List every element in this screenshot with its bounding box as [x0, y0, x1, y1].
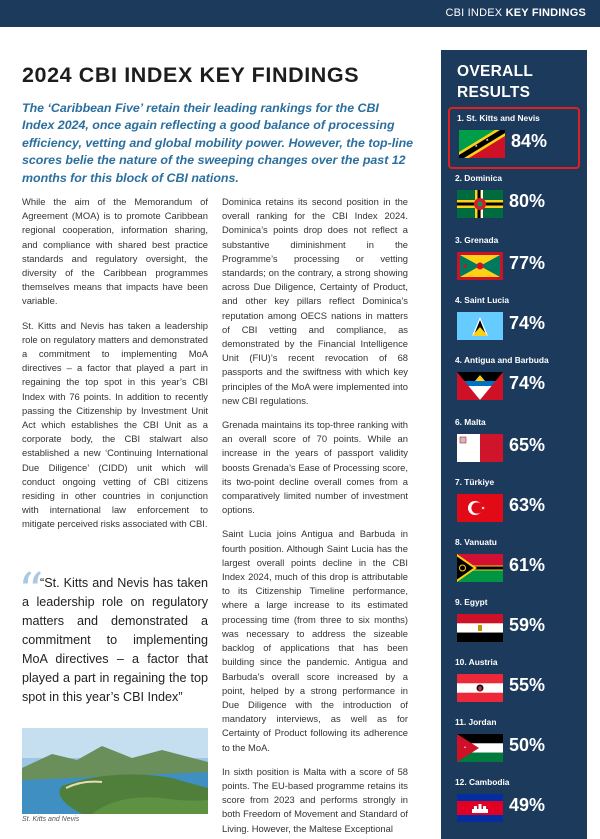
ranking-label: 8. Vanuatu [455, 537, 497, 547]
ranking-score: 77% [509, 253, 546, 273]
ranking-item-vanuatu [448, 533, 580, 595]
page-title: 2024 CBI INDEX KEY FINDINGS [22, 63, 360, 87]
ranking-label: 2. Dominica [455, 173, 503, 183]
ranking-item-egypt [448, 593, 580, 655]
saint-lucia-flag-icon [457, 312, 503, 340]
body-paragraph: While the aim of the Memorandum of Agreement (MOA) is to promote Caribbean regional cooperation, information sharing, and compliance with shared best practice standards and regulatory oversight, the diversity of the Caribbean programmes themselves means that impacts have been variable. [22, 196, 208, 307]
ranking-label: 10. Austria [455, 657, 498, 667]
ranking-item-antigua-and-barbuda [448, 351, 580, 413]
ranking-label: 6. Malta [455, 417, 486, 427]
dominica-flag-icon [457, 190, 503, 218]
cambodia-flag-icon [457, 794, 503, 822]
panel-title: OVERALL RESULTS [457, 63, 533, 101]
ranking-score: 61% [509, 555, 546, 575]
body-paragraph: Saint Lucia joins Antigua and Barbuda in fourth position. Although Saint Lucia has the largest overall points decline in the CBI Index 2024, much of this drop is attributable to its Citizenship Timeline performance, where a large increase to its estimated processing time (from three to six months) was necessary to address the sizeable backlog of applications that has been building since the pandemic. Antigua and Barbuda’s overall score increased by a point, helped by a strong performance in Due Diligence with the introduction of mandatory interviews, as well as for Certainty of Product following its adherence to the MoA. [222, 528, 408, 753]
ranking-score: 59% [509, 615, 546, 635]
ranking-score: 80% [509, 191, 546, 211]
ranking-score: 65% [509, 435, 546, 455]
ranking-item-st-kitts-and-nevis [448, 107, 580, 169]
egypt-flag-icon [457, 614, 503, 642]
header-bar [0, 0, 600, 27]
ranking-score: 84% [511, 131, 548, 151]
ranking-item-jordan [448, 713, 580, 775]
ranking-label: 12. Cambodia [455, 777, 510, 787]
austria-flag-icon [457, 674, 503, 702]
body-paragraph: Dominica retains its second position in the overall ranking for the CBI Index 2024. Dominica’s points drop does not reflect a substantive diminishment in the Programme’s processing or vetting standards; on the contrary, a strong showing across Due Diligence, Certainty of Product, and other key pillars reflect Dominica’s reputation among OECS nations in matters of CBI vetting and compliance, as demonstrated by the Financial Intelligence Unit (FIU)’s recent revocation of 68 passports and the swiftness with which key principles of the MoA were implemented into new CBI regulations. [222, 196, 408, 406]
left-column [22, 195, 208, 542]
body-paragraph: Grenada maintains its top-three ranking with an overall score of 70 points. While an increase in the years of passport validity boosts Grenada’s Ease of Processing score, its two-point decline overall comes from a comparatively limited number of investment options. [222, 419, 408, 516]
vanuatu-flag-icon [457, 554, 503, 582]
ranking-score: 50% [509, 735, 546, 755]
ranking-item-cambodia [448, 773, 580, 835]
ranking-score: 55% [509, 675, 546, 695]
section-label-bold: KEY FINDINGS [505, 7, 586, 19]
ranking-label: 11. Jordan [455, 717, 497, 727]
ranking-score: 74% [509, 313, 546, 333]
ranking-label: 9. Egypt [455, 597, 488, 607]
body-paragraph: St. Kitts and Nevis has taken a leadership role on regulatory matters and demonstrated a commitment to implementing MoA directives – a factor that played a part in regaining the top spot in this year’s CBI Index with 76 points. In addition to recently passing the Citizenship by Investment Unit Act which establishes the CBI Unit as a corporate body, the CBI stalwart also established a new ‘Continuing International Due Diligence’ (CIDD) unit which will conduct ongoing vetting of CBI citizens residing in other countries in conjunction with international law enforcement to mitigate perceived risks associated with CBI. [22, 319, 208, 530]
pull-quote: “St. Kitts and Nevis has taken a leadership role on regulatory matters and demonstrated a commitment to implementing MoA directives – a factor that played a part in regaining the top spot in this year’s CBI Index” [22, 576, 208, 704]
ranking-label: 1. St. Kitts and Nevis [457, 113, 540, 123]
ranking-item-grenada [448, 231, 580, 293]
ranking-label: 4. Antigua and Barbuda [455, 355, 549, 365]
body-paragraph: In sixth position is Malta with a score of 58 points. The EU-based programme retains its score from 2023 and performs strongly in both Freedom of Movement and Standard of Living. However, the Maltese Exceptional [222, 765, 408, 834]
turkiye-flag-icon [457, 494, 503, 522]
ranking-score: 49% [509, 795, 546, 815]
grenada-flag-icon [457, 252, 503, 280]
ranking-item-saint-lucia [448, 291, 580, 353]
ranking-score: 63% [509, 495, 546, 515]
section-label-light: CBI INDEX [445, 7, 503, 19]
antigua-and-barbuda-flag-icon [457, 372, 503, 400]
right-column [222, 195, 408, 839]
ranking-label: 3. Grenada [455, 235, 499, 245]
ranking-item-turkiye [448, 473, 580, 535]
quote-mark-icon: “ [18, 562, 44, 620]
ranking-label: 7. Türkiye [455, 477, 495, 487]
section-label [445, 7, 586, 19]
jordan-flag-icon [457, 734, 503, 762]
ranking-label: 4. Saint Lucia [455, 295, 509, 305]
ranking-item-malta [448, 413, 580, 475]
st-kitts-and-nevis-flag-icon [459, 130, 505, 158]
ranking-item-austria [448, 653, 580, 715]
st-kitts-photo [22, 728, 208, 814]
lead-paragraph: The ‘Caribbean Five’ retain their leading rankings for the CBI Index 2024, once again reflecting a good balance of processing efficiency, vetting and global mobility power. However, the top-line scores belie the nature of the sweeping changes over the past 12 months for this block of CBI nations. [22, 101, 414, 185]
ranking-score: 74% [509, 373, 546, 393]
photo-caption: St. Kitts and Nevis [22, 816, 80, 823]
malta-flag-icon [457, 434, 503, 462]
ranking-item-dominica [448, 169, 580, 231]
